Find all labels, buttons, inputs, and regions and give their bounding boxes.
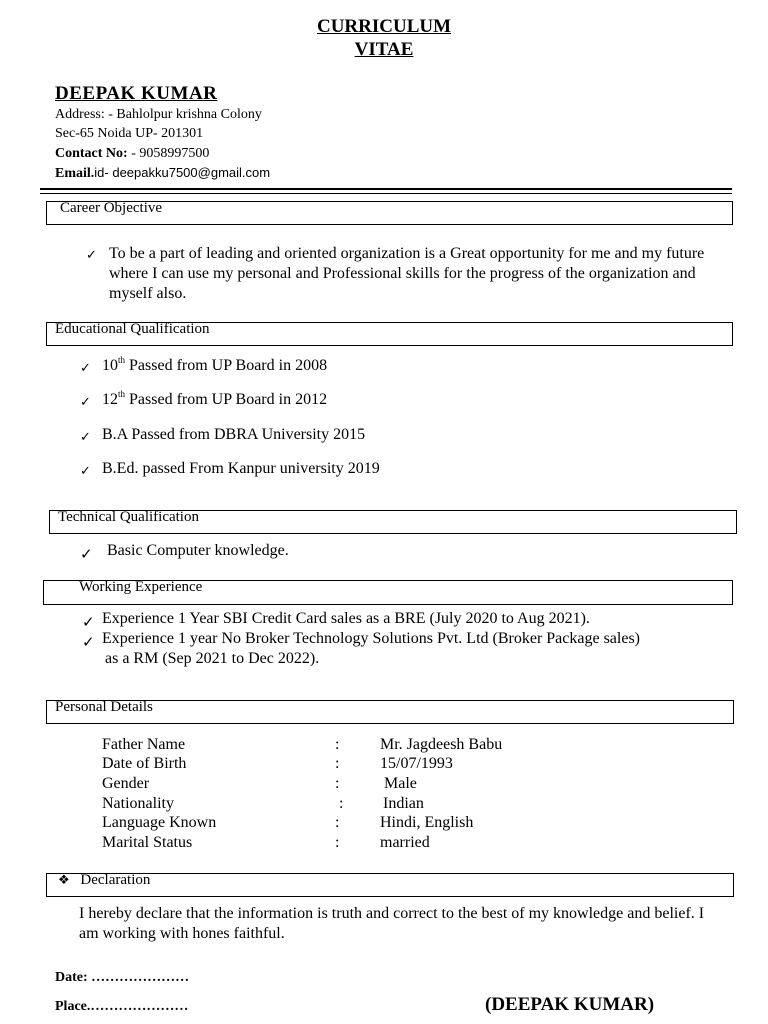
- personal-value: Hindi, English: [380, 814, 474, 831]
- place-line: Place.…………………: [55, 999, 189, 1014]
- email-label: Email.: [55, 166, 95, 181]
- personal-label: Father Name: [102, 736, 186, 753]
- header-divider-thin: [40, 193, 732, 194]
- experience-item: Experience 1 Year SBI Credit Card sales as a BRE (July 2020 to Aug 2021).: [102, 610, 590, 627]
- email-line: [55, 165, 270, 182]
- address-line1: Address: - Bahlolpur krishna Colony: [55, 107, 262, 122]
- personal-value: Male: [384, 775, 417, 792]
- education-item: B.A Passed from DBRA University 2015: [102, 426, 366, 443]
- cv-title-line2: VITAE: [354, 39, 414, 60]
- section-header-education: [46, 322, 733, 346]
- experience-item-continuation: as a RM (Sep 2021 to Dec 2022).: [105, 650, 320, 667]
- contact-value: - 9058997500: [127, 146, 210, 161]
- personal-colon: :: [335, 775, 340, 792]
- personal-colon: :: [335, 755, 340, 772]
- section-title: Technical Qualification: [58, 509, 199, 525]
- personal-colon: :: [335, 834, 340, 851]
- experience-item: Experience 1 year No Broker Technology Solutions Pvt. Ltd (Broker Package sales): [102, 630, 640, 647]
- section-header-technical: [49, 510, 737, 534]
- personal-label: Nationality: [102, 795, 174, 812]
- check-icon: ✓: [82, 633, 95, 651]
- check-icon: ✓: [80, 361, 91, 376]
- check-icon: ✓: [86, 248, 97, 263]
- personal-value: married: [380, 834, 430, 851]
- personal-value: Mr. Jagdeesh Babu: [380, 736, 503, 753]
- diamond-bullet-icon: ❖: [58, 873, 70, 888]
- check-icon: ✓: [82, 613, 95, 631]
- address-line2: Sec-65 Noida UP- 201301: [55, 126, 204, 141]
- check-icon: ✓: [80, 545, 93, 563]
- section-title: Declaration: [80, 872, 151, 888]
- contact-line: [55, 146, 209, 162]
- section-title: Personal Details: [55, 699, 153, 715]
- section-header-experience: [43, 580, 733, 605]
- check-icon: ✓: [80, 464, 91, 479]
- cv-title-line1: CURRICULUM: [316, 16, 452, 37]
- section-title: Educational Qualification: [55, 321, 210, 337]
- header-divider-thick: [40, 188, 732, 190]
- personal-label: Language Known: [102, 814, 217, 831]
- personal-value: 15/07/1993: [380, 755, 453, 772]
- contact-label: Contact No:: [55, 146, 128, 161]
- section-title: Working Experience: [79, 579, 203, 595]
- applicant-name: DEEPAK KUMAR: [55, 83, 218, 104]
- career-objective-text: To be a part of leading and oriented organization is a Great opportunity for me and my future where I can use my personal and Professional skills for the progress of the organization and myself also.: [109, 245, 705, 302]
- check-icon: ✓: [80, 430, 91, 445]
- date-line: Date: …………………: [55, 970, 190, 985]
- personal-colon: :: [339, 795, 344, 812]
- section-header-career-objective: [46, 201, 733, 225]
- declaration-text: I hereby declare that the information is truth and correct to the best of my knowledge and belief. I am working with hones faithful.: [79, 905, 705, 942]
- section-title: Career Objective: [60, 200, 163, 216]
- section-header-personal: [46, 700, 734, 724]
- education-item: B.Ed. passed From Kanpur university 2019: [102, 460, 380, 477]
- personal-label: Date of Birth: [102, 755, 187, 772]
- personal-colon: :: [335, 736, 340, 753]
- personal-colon: :: [335, 814, 340, 831]
- education-item: 10th Passed from UP Board in 2008: [102, 355, 328, 374]
- email-value: id- deepakku7500@gmail.com: [94, 165, 271, 180]
- check-icon: ✓: [80, 395, 91, 410]
- technical-item: Basic Computer knowledge.: [107, 542, 289, 559]
- personal-label: Marital Status: [102, 834, 193, 851]
- signature-name: (DEEPAK KUMAR): [485, 994, 655, 1015]
- personal-value: Indian: [383, 795, 424, 812]
- section-header-declaration: [46, 873, 734, 897]
- education-item: 12th Passed from UP Board in 2012: [102, 389, 328, 408]
- personal-label: Gender: [102, 775, 150, 792]
